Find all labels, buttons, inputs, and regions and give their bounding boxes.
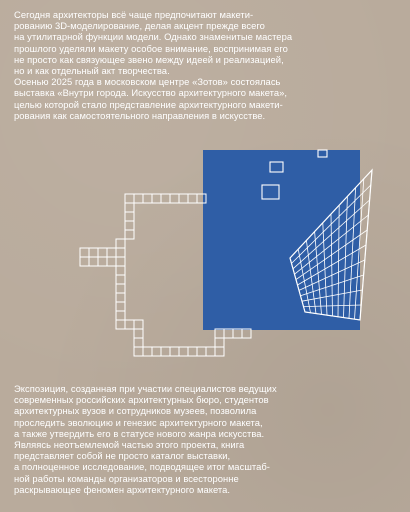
intro-line: рования как самостоятельного направления в искусстве. [14, 109, 266, 121]
body-line: Являясь неотъемлемой частью этого проекта, книга [14, 439, 245, 451]
grid-square [143, 194, 152, 203]
grid-square [161, 194, 170, 203]
intro-line: прошлого уделяли макету особое внимание, воспринимая его [14, 42, 288, 54]
grid-square [98, 248, 107, 257]
grid-square [242, 329, 251, 338]
grid-square [134, 194, 143, 203]
intro-line: Осенью 2025 года в московском центре «Зотов» состоялась [14, 76, 281, 88]
grid-square [116, 239, 125, 248]
grid-square [134, 338, 143, 347]
grid-square [233, 329, 242, 338]
grid-square [179, 347, 188, 356]
grid-square [188, 194, 197, 203]
grid-square [116, 302, 125, 311]
blue-window-panel [203, 150, 360, 330]
grid-square [143, 347, 152, 356]
grid-square [161, 347, 170, 356]
intro-line: выставка «Внутри города. Искусство архитектурного макета», [14, 87, 288, 99]
grid-square [170, 347, 179, 356]
grid-square [125, 212, 134, 221]
grid-square [134, 329, 143, 338]
body-text [14, 383, 399, 495]
grid-square [116, 284, 125, 293]
grid-square [197, 347, 206, 356]
grid-square [116, 266, 125, 275]
grid-square [89, 257, 98, 266]
body-line: раскрывающее феномен архитектурного макета. [14, 483, 231, 495]
body-line: Экспозиция, созданная при участии специалистов ведущих [14, 383, 277, 394]
grid-square [125, 320, 134, 329]
grid-square [125, 194, 134, 203]
grid-square [107, 257, 116, 266]
grid-square [89, 248, 98, 257]
grid-square [125, 203, 134, 212]
grid-square [170, 194, 179, 203]
grid-square [215, 347, 224, 356]
grid-square [134, 347, 143, 356]
grid-square [116, 275, 125, 284]
intro-line: на утилитарной функции модели. Однако знаменитые мастера [14, 31, 293, 43]
grid-square [107, 248, 116, 257]
body-line: проследить эволюцию и генезис архитектурного макета, [14, 416, 263, 428]
grid-square [125, 221, 134, 230]
grid-square [215, 329, 224, 338]
grid-square [152, 347, 161, 356]
grid-square [215, 338, 224, 347]
grid-square [116, 257, 125, 266]
grid-square [80, 248, 89, 257]
grid-square [116, 311, 125, 320]
intro-line: Сегодня архитекторы всё чаще предпочитают макети- [14, 9, 254, 20]
grid-square [98, 257, 107, 266]
grid-square [152, 194, 161, 203]
grid-square [80, 257, 89, 266]
body-line: архитектурных вузов и сотрудников музеев, позволила [14, 405, 257, 417]
grid-square [179, 194, 188, 203]
grid-square [206, 347, 215, 356]
intro-line: целью которой стало представление архитектурного макети- [14, 98, 283, 110]
body-line: ной работы команды организаторов и всесторонне [14, 472, 239, 484]
body-line: современных российских архитектурных бюро, студентов [14, 394, 269, 406]
grid-square [134, 320, 143, 329]
intro-line: но и как отдельный акт творчества. [14, 65, 170, 77]
grid-square [116, 293, 125, 302]
intro-line: рованию 3D-моделирование, делая акцент прежде всего [14, 20, 265, 32]
body-line: а полноценное исследование, подводящее итог масштаб- [14, 461, 270, 473]
intro-line: не просто как связующее звено между идеей и реализацией, [14, 53, 284, 65]
body-line: представляет собой не просто каталог выставки, [14, 450, 231, 462]
grid-square [116, 248, 125, 257]
body-line: а также утвердить его в статусе нового жанра искусства. [14, 427, 265, 439]
grid-square [224, 329, 233, 338]
grid-square [116, 320, 125, 329]
grid-square [188, 347, 197, 356]
grid-square [125, 230, 134, 239]
